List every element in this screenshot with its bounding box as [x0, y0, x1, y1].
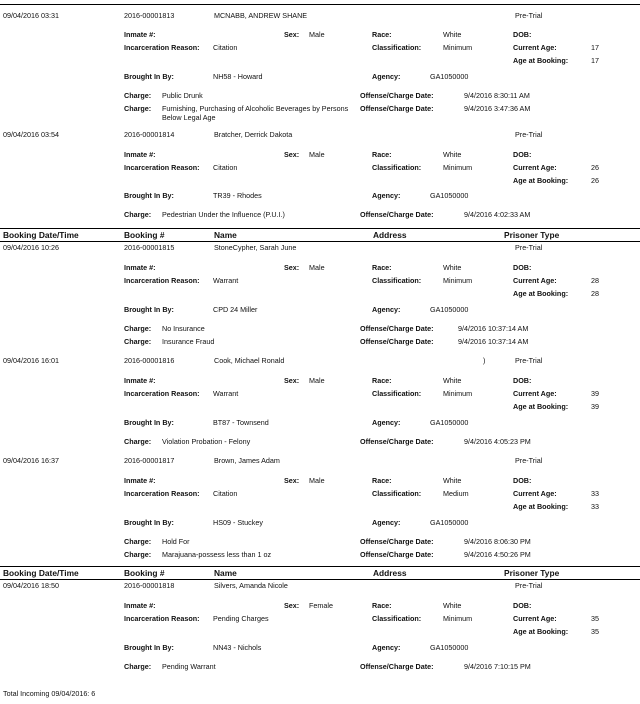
charge-label: Charge:: [124, 337, 152, 346]
offense-date-label: Offense/Charge Date:: [360, 662, 434, 671]
current-age-value: 33: [591, 489, 599, 498]
incarceration-reason-value: Warrant: [213, 276, 239, 285]
inmate-name: Silvers, Amanda Nicole: [214, 581, 288, 590]
race-value: White: [443, 263, 462, 272]
age-at-booking-value: 26: [591, 176, 599, 185]
race-value: White: [443, 30, 462, 39]
inmate-name: StoneCypher, Sarah June: [214, 243, 297, 252]
incarceration-reason-value: Pending Charges: [213, 614, 269, 623]
classification-label: Classification:: [372, 614, 422, 623]
inmate-number-label: Inmate #:: [124, 476, 156, 485]
charge-label: Charge:: [124, 210, 152, 219]
agency-value: GA1050000: [430, 418, 469, 427]
brought-in-by-label: Brought In By:: [124, 72, 174, 81]
offense-date-value: 9/4/2016 10:37:14 AM: [458, 324, 529, 333]
offense-date-value: 9/4/2016 8:30:11 AM: [464, 91, 530, 100]
booking-number: 2016-00001814: [124, 130, 175, 139]
inmate-number-label: Inmate #:: [124, 150, 156, 159]
brought-in-by-label: Brought In By:: [124, 418, 174, 427]
sex-label: Sex:: [284, 601, 300, 610]
dob-label: DOB:: [513, 263, 532, 272]
race-label: Race:: [372, 376, 392, 385]
header-address: Address: [373, 568, 407, 578]
classification-label: Classification:: [372, 163, 422, 172]
incarceration-reason-label: Incarceration Reason:: [124, 389, 200, 398]
brought-in-by-label: Brought In By:: [124, 518, 174, 527]
inmate-name: Brown, James Adam: [214, 456, 280, 465]
header-prisoner-type: Prisoner Type: [504, 230, 560, 240]
inmate-number-label: Inmate #:: [124, 30, 156, 39]
offense-date-value: 9/4/2016 10:37:14 AM: [458, 337, 529, 346]
incarceration-reason-value: Citation: [213, 43, 238, 52]
prisoner-type: Pre-Trial: [515, 356, 543, 365]
header-booking-date-time: Booking Date/Time: [3, 230, 79, 240]
prisoner-type: Pre-Trial: [515, 456, 543, 465]
prisoner-type: Pre-Trial: [515, 130, 543, 139]
agency-value: GA1050000: [430, 72, 469, 81]
charge-label: Charge:: [124, 537, 152, 546]
header-divider: [0, 228, 640, 229]
inmate-name: Bratcher, Derrick Dakota: [214, 130, 293, 139]
race-label: Race:: [372, 601, 392, 610]
classification-value: Minimum: [443, 43, 473, 52]
charge-value: Pedestrian Under the Influence (P.U.I.): [162, 210, 285, 219]
booking-number: 2016-00001815: [124, 243, 175, 252]
dob-label: DOB:: [513, 476, 532, 485]
header-address: Address: [373, 230, 407, 240]
brought-in-by-label: Brought In By:: [124, 191, 174, 200]
agency-label: Agency:: [372, 418, 401, 427]
prisoner-type: Pre-Trial: [515, 243, 543, 252]
incarceration-reason-label: Incarceration Reason:: [124, 276, 200, 285]
inmate-name: Cook, Michael Ronald: [214, 356, 285, 365]
header-prisoner-type: Prisoner Type: [504, 568, 560, 578]
booking-datetime: 09/04/2016 18:50: [3, 581, 59, 590]
dob-label: DOB:: [513, 601, 532, 610]
race-label: Race:: [372, 476, 392, 485]
agency-label: Agency:: [372, 643, 401, 652]
sex-value: Male: [309, 376, 325, 385]
sex-label: Sex:: [284, 376, 300, 385]
classification-value: Minimum: [443, 276, 473, 285]
booking-datetime: 09/04/2016 16:01: [3, 356, 59, 365]
header-name: Name: [214, 568, 237, 578]
header-name: Name: [214, 230, 237, 240]
agency-value: GA1050000: [430, 643, 469, 652]
offense-date-value: 9/4/2016 4:02:33 AM: [464, 210, 531, 219]
booking-datetime: 09/04/2016 16:37: [3, 456, 59, 465]
booking-datetime: 09/04/2016 03:54: [3, 130, 59, 139]
brought-in-by-value: HS09 - Stuckey: [213, 518, 263, 527]
charge-label: Charge:: [124, 437, 152, 446]
charge-label: Charge:: [124, 662, 152, 671]
incarceration-reason-value: Citation: [213, 163, 238, 172]
classification-label: Classification:: [372, 43, 422, 52]
current-age-value: 35: [591, 614, 599, 623]
offense-date-label: Offense/Charge Date:: [360, 437, 434, 446]
offense-date-value: 9/4/2016 8:06:30 PM: [464, 537, 531, 546]
incarceration-reason-label: Incarceration Reason:: [124, 489, 200, 498]
incarceration-reason-label: Incarceration Reason:: [124, 43, 200, 52]
race-value: White: [443, 476, 462, 485]
incarceration-reason-label: Incarceration Reason:: [124, 163, 200, 172]
header-divider: [0, 566, 640, 567]
dob-label: DOB:: [513, 150, 532, 159]
offense-date-value: 9/4/2016 7:10:15 PM: [464, 662, 531, 671]
offense-date-value: 9/4/2016 4:50:26 PM: [464, 550, 531, 559]
sex-value: Male: [309, 150, 325, 159]
inmate-number-label: Inmate #:: [124, 263, 156, 272]
charge-value: Hold For: [162, 537, 190, 546]
current-age-label: Current Age:: [513, 276, 557, 285]
inmate-name: MCNABB, ANDREW SHANE: [214, 11, 308, 20]
header-booking-number: Booking #: [124, 230, 165, 240]
header-booking-number: Booking #: [124, 568, 165, 578]
age-at-booking-value: 17: [591, 56, 599, 65]
charge-value: No Insurance: [162, 324, 205, 333]
charge-label: Charge:: [124, 550, 152, 559]
brought-in-by-value: NH58 - Howard: [213, 72, 263, 81]
age-at-booking-label: Age at Booking:: [513, 289, 569, 298]
incarceration-reason-value: Citation: [213, 489, 238, 498]
age-at-booking-value: 33: [591, 502, 599, 511]
race-label: Race:: [372, 263, 392, 272]
age-at-booking-value: 35: [591, 627, 599, 636]
race-value: White: [443, 601, 462, 610]
header-divider: [0, 241, 640, 242]
classification-value: Minimum: [443, 614, 473, 623]
dob-label: DOB:: [513, 30, 532, 39]
top-divider: [0, 4, 640, 5]
offense-date-label: Offense/Charge Date:: [360, 104, 434, 113]
classification-label: Classification:: [372, 389, 422, 398]
age-at-booking-label: Age at Booking:: [513, 56, 569, 65]
current-age-label: Current Age:: [513, 489, 557, 498]
booking-number: 2016-00001816: [124, 356, 175, 365]
prisoner-type: Pre-Trial: [515, 581, 543, 590]
dob-label: DOB:: [513, 376, 532, 385]
offense-date-label: Offense/Charge Date:: [360, 550, 434, 559]
sex-value: Male: [309, 476, 325, 485]
age-at-booking-value: 28: [591, 289, 599, 298]
agency-label: Agency:: [372, 305, 401, 314]
current-age-label: Current Age:: [513, 163, 557, 172]
offense-date-label: Offense/Charge Date:: [360, 210, 434, 219]
sex-value: Male: [309, 30, 325, 39]
sex-value: Male: [309, 263, 325, 272]
classification-value: Medium: [443, 489, 469, 498]
race-value: White: [443, 376, 462, 385]
address-value: ): [483, 356, 486, 365]
charge-label: Charge:: [124, 324, 152, 333]
booking-number: 2016-00001813: [124, 11, 175, 20]
prisoner-type: Pre-Trial: [515, 11, 543, 20]
current-age-value: 28: [591, 276, 599, 285]
age-at-booking-value: 39: [591, 402, 599, 411]
charge-value: Violation Probation - Felony: [162, 437, 251, 446]
current-age-value: 17: [591, 43, 599, 52]
brought-in-by-label: Brought In By:: [124, 643, 174, 652]
incarceration-reason-label: Incarceration Reason:: [124, 614, 200, 623]
sex-label: Sex:: [284, 263, 300, 272]
offense-date-label: Offense/Charge Date:: [360, 91, 434, 100]
sex-label: Sex:: [284, 30, 300, 39]
brought-in-by-label: Brought In By:: [124, 305, 174, 314]
inmate-number-label: Inmate #:: [124, 376, 156, 385]
offense-date-label: Offense/Charge Date:: [360, 324, 434, 333]
current-age-value: 39: [591, 389, 599, 398]
sex-label: Sex:: [284, 150, 300, 159]
offense-date-value: 9/4/2016 4:05:23 PM: [464, 437, 531, 446]
header-booking-date-time: Booking Date/Time: [3, 568, 79, 578]
age-at-booking-label: Age at Booking:: [513, 627, 569, 636]
agency-value: GA1050000: [430, 305, 469, 314]
current-age-label: Current Age:: [513, 43, 557, 52]
charge-label: Charge:: [124, 91, 152, 100]
incarceration-reason-value: Warrant: [213, 389, 239, 398]
brought-in-by-value: TR39 - Rhodes: [213, 191, 262, 200]
brought-in-by-value: NN43 - Nichols: [213, 643, 262, 652]
inmate-number-label: Inmate #:: [124, 601, 156, 610]
classification-value: Minimum: [443, 163, 473, 172]
charge-value: Furnishing, Purchasing of Alcoholic Beverages by Persons Below Legal Age: [162, 104, 349, 122]
sex-value: Female: [309, 601, 333, 610]
race-label: Race:: [372, 30, 392, 39]
classification-label: Classification:: [372, 276, 422, 285]
brought-in-by-value: CPD 24 Miller: [213, 305, 258, 314]
offense-date-value: 9/4/2016 3:47:36 AM: [464, 104, 531, 113]
total-incoming-footer: Total Incoming 09/04/2016: 6: [3, 689, 96, 698]
current-age-value: 26: [591, 163, 599, 172]
agency-label: Agency:: [372, 191, 401, 200]
race-value: White: [443, 150, 462, 159]
booking-number: 2016-00001818: [124, 581, 175, 590]
current-age-label: Current Age:: [513, 389, 557, 398]
agency-value: GA1050000: [430, 191, 469, 200]
race-label: Race:: [372, 150, 392, 159]
booking-datetime: 09/04/2016 03:31: [3, 11, 59, 20]
current-age-label: Current Age:: [513, 614, 557, 623]
sex-label: Sex:: [284, 476, 300, 485]
header-divider: [0, 579, 640, 580]
classification-label: Classification:: [372, 489, 422, 498]
charge-value: Public Drunk: [162, 91, 203, 100]
charge-value: Insurance Fraud: [162, 337, 215, 346]
charge-value: Pending Warrant: [162, 662, 216, 671]
age-at-booking-label: Age at Booking:: [513, 502, 569, 511]
charge-value: Marajuana-possess less than 1 oz: [162, 550, 272, 559]
offense-date-label: Offense/Charge Date:: [360, 337, 434, 346]
classification-value: Minimum: [443, 389, 473, 398]
booking-datetime: 09/04/2016 10:26: [3, 243, 59, 252]
agency-label: Agency:: [372, 518, 401, 527]
agency-value: GA1050000: [430, 518, 469, 527]
offense-date-label: Offense/Charge Date:: [360, 537, 434, 546]
age-at-booking-label: Age at Booking:: [513, 402, 569, 411]
age-at-booking-label: Age at Booking:: [513, 176, 569, 185]
booking-number: 2016-00001817: [124, 456, 175, 465]
agency-label: Agency:: [372, 72, 401, 81]
brought-in-by-value: BT87 - Townsend: [213, 418, 269, 427]
charge-label: Charge:: [124, 104, 152, 113]
